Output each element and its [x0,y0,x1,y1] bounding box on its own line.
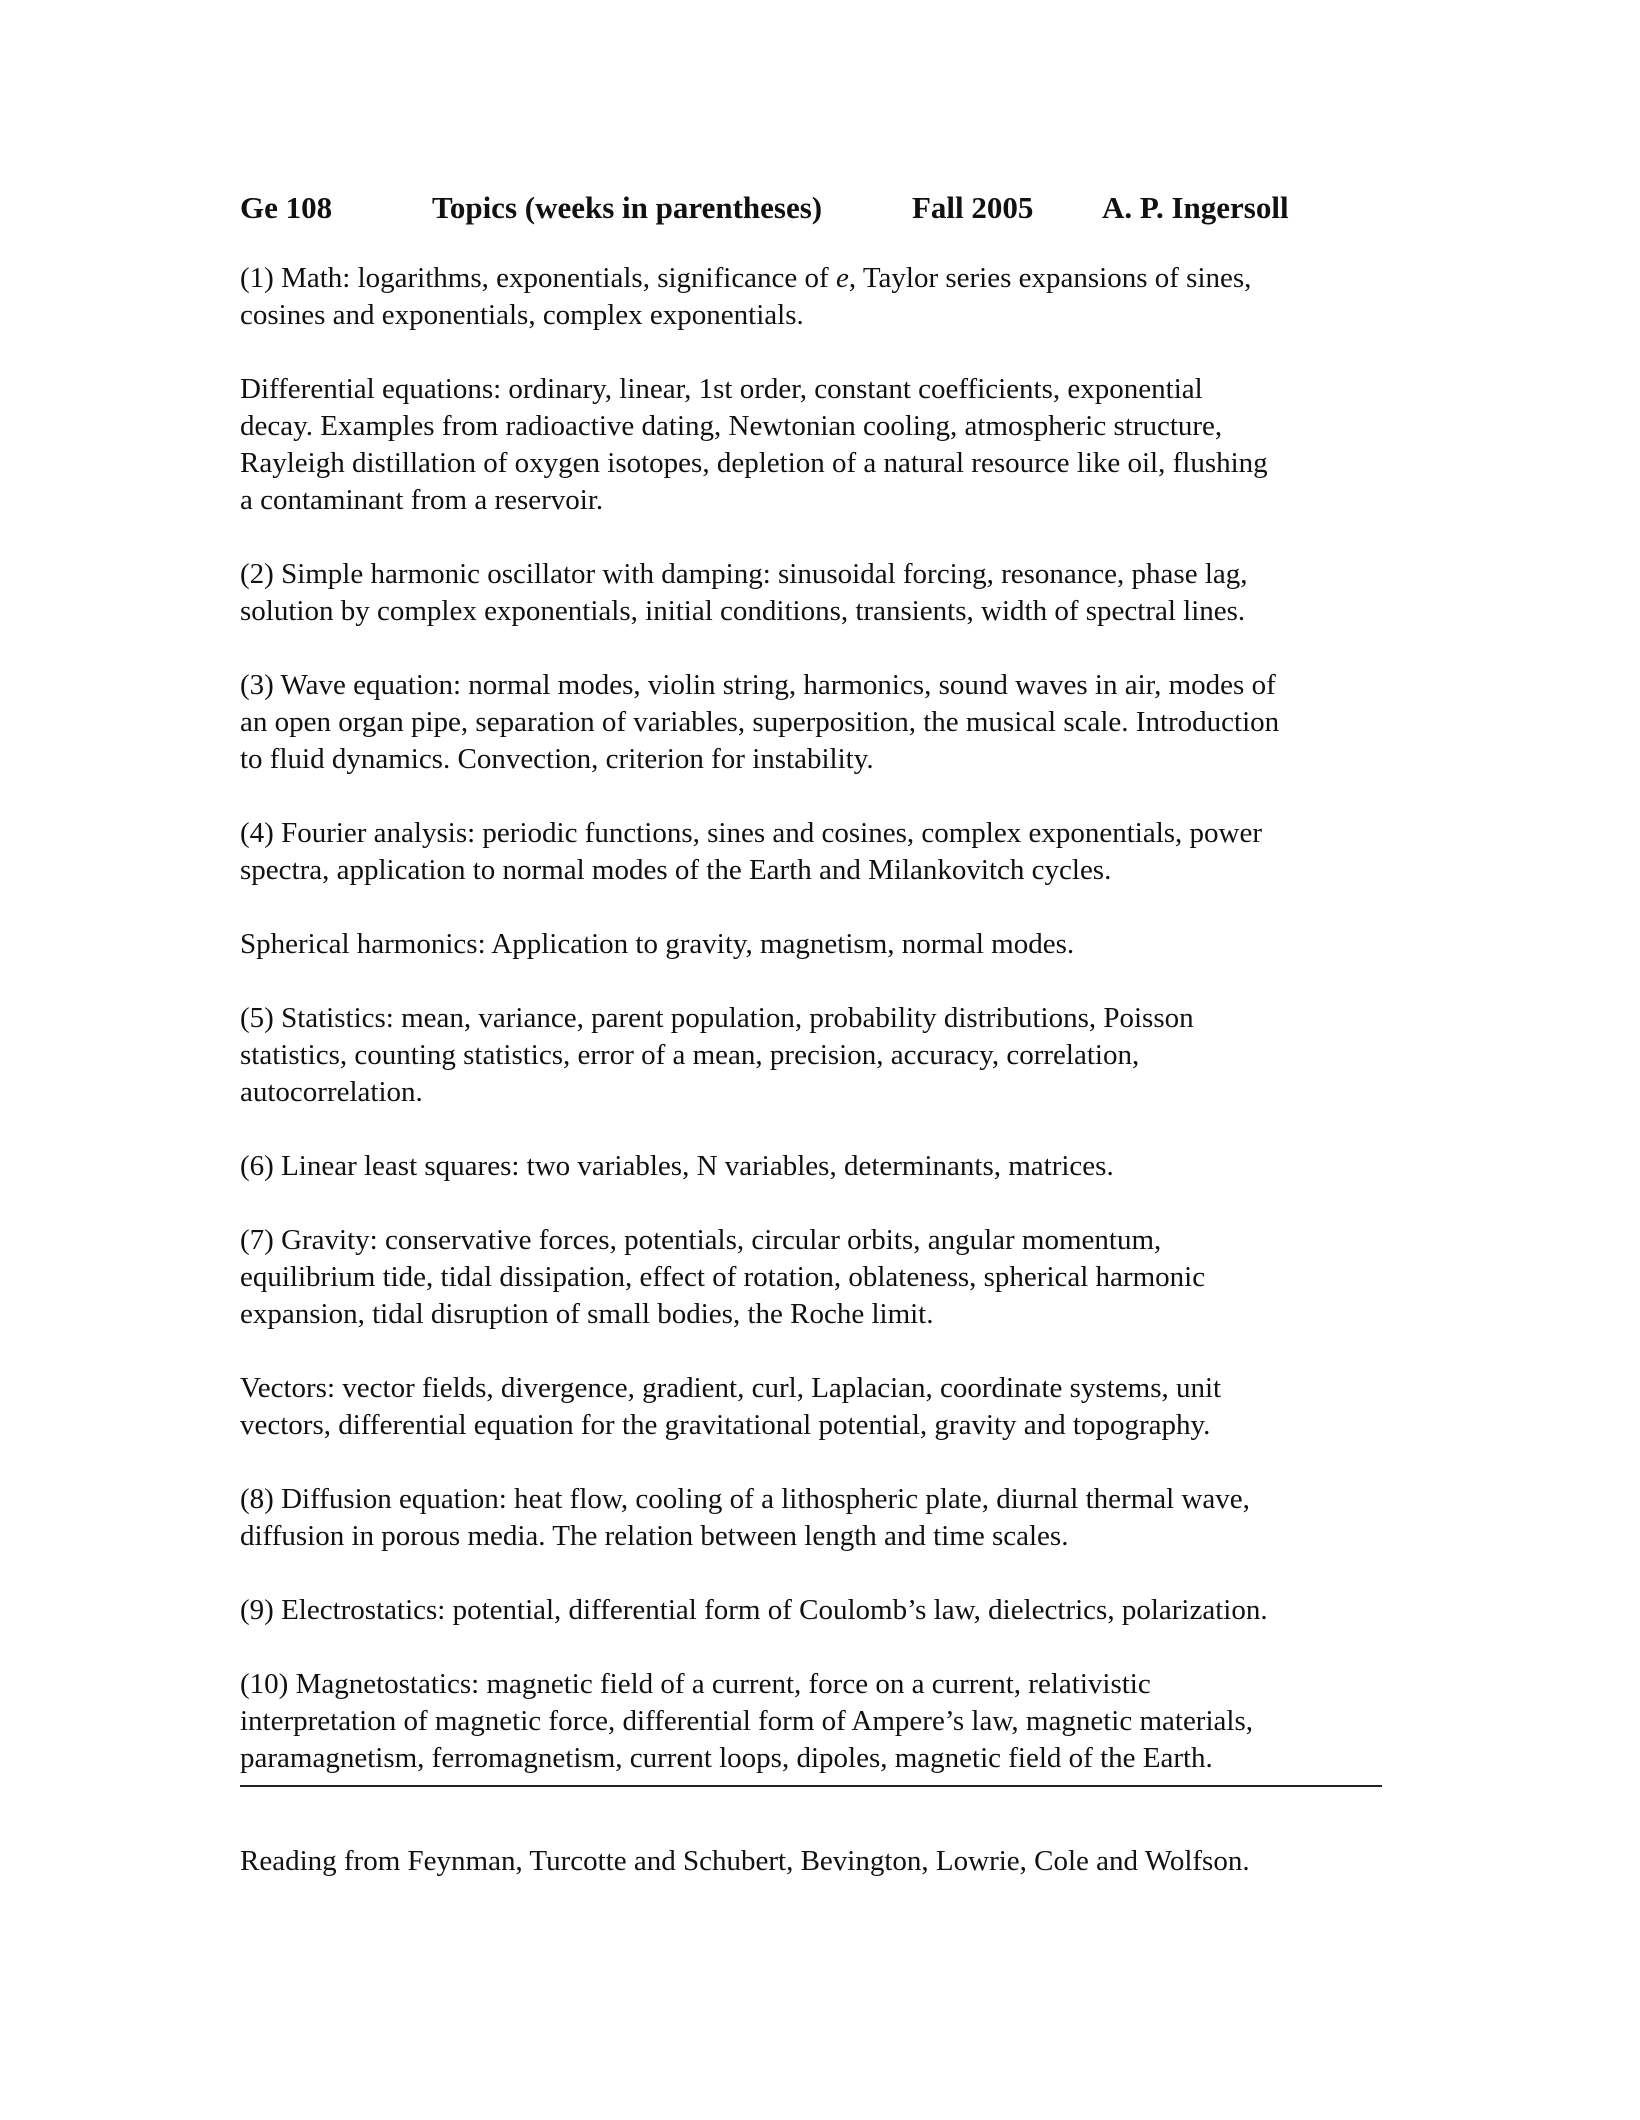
text-line: (4) Fourier analysis: periodic functions, sines and cosines, complex exponentials, power [240,817,1263,849]
author: A. P. Ingersoll [1102,190,1289,225]
text-line: (6) Linear least squares: two variables, N variables, determinants, matrices. [240,1150,1114,1182]
topic-paragraph [240,1148,1400,1185]
text-line: cosines and exponentials, complex exponentials. [240,299,804,331]
topic-paragraph [240,926,1400,963]
topic-paragraph [240,371,1400,519]
text-line: an open organ pipe, separation of variables, superposition, the musical scale. Introduction [240,706,1280,738]
text-line: autocorrelation. [240,1076,423,1108]
topic-paragraph [240,1000,1400,1111]
topic-list [240,260,1400,1777]
text-line: paramagnetism, ferromagnetism, current loops, dipoles, magnetic field of the Earth. [240,1742,1213,1774]
horizontal-rule [240,1785,1382,1787]
text-line: (1) Math: logarithms, exponentials, significance of e, Taylor series expansions of sines, [240,262,1252,294]
topic-paragraph [240,1592,1400,1629]
text-line: interpretation of magnetic force, differential form of Ampere’s law, magnetic materials, [240,1705,1253,1737]
text-line: (2) Simple harmonic oscillator with damping: sinusoidal forcing, resonance, phase lag, [240,558,1248,590]
topic-paragraph [240,1370,1400,1444]
text-line: expansion, tidal disruption of small bodies, the Roche limit. [240,1298,934,1330]
topic-paragraph [240,667,1400,778]
text-line: spectra, application to normal modes of the Earth and Milankovitch cycles. [240,854,1112,886]
text-line: vectors, differential equation for the gravitational potential, gravity and topography. [240,1409,1211,1441]
text-line: statistics, counting statistics, error of a mean, precision, accuracy, correlation, [240,1039,1140,1071]
document-page [240,186,1400,1880]
course-code: Ge 108 [240,190,333,225]
document-title: Topics (weeks in parentheses) [432,190,823,225]
document-header [240,186,1400,230]
text-line: (10) Magnetostatics: magnetic field of a current, force on a current, relativistic [240,1668,1151,1700]
text-line: solution by complex exponentials, initial conditions, transients, width of spectral lines. [240,595,1246,627]
topic-paragraph [240,1222,1400,1333]
text-line: decay. Examples from radioactive dating, Newtonian cooling, atmospheric structure, [240,410,1223,442]
reading-list: Reading from Feynman, Turcotte and Schubert, Bevington, Lowrie, Cole and Wolfson. [240,1845,1250,1877]
text-line: Differential equations: ordinary, linear, 1st order, constant coefficients, exponential [240,373,1203,405]
text-line: diffusion in porous media. The relation between length and time scales. [240,1520,1069,1552]
text-line: (7) Gravity: conservative forces, potentials, circular orbits, angular momentum, [240,1224,1162,1256]
topic-paragraph [240,260,1400,334]
text-line: (8) Diffusion equation: heat flow, cooling of a lithospheric plate, diurnal thermal wave, [240,1483,1250,1515]
term: Fall 2005 [912,190,1034,225]
text-line: Vectors: vector fields, divergence, gradient, curl, Laplacian, coordinate systems, unit [240,1372,1222,1404]
text-line: (3) Wave equation: normal modes, violin string, harmonics, sound waves in air, modes of [240,669,1276,701]
topic-paragraph [240,815,1400,889]
topic-paragraph [240,1666,1400,1777]
text-line: Spherical harmonics: Application to gravity, magnetism, normal modes. [240,928,1075,960]
text-line: (5) Statistics: mean, variance, parent population, probability distributions, Poisson [240,1002,1194,1034]
topic-paragraph [240,1481,1400,1555]
text-line: a contaminant from a reservoir. [240,484,604,516]
topic-paragraph [240,556,1400,630]
text-line: Rayleigh distillation of oxygen isotopes, depletion of a natural resource like oil, flushing [240,447,1268,479]
text-line: to fluid dynamics. Convection, criterion for instability. [240,743,874,775]
text-line: equilibrium tide, tidal dissipation, effect of rotation, oblateness, spherical harmonic [240,1261,1206,1293]
text-line: (9) Electrostatics: potential, differential form of Coulomb’s law, dielectrics, polarization. [240,1594,1268,1626]
